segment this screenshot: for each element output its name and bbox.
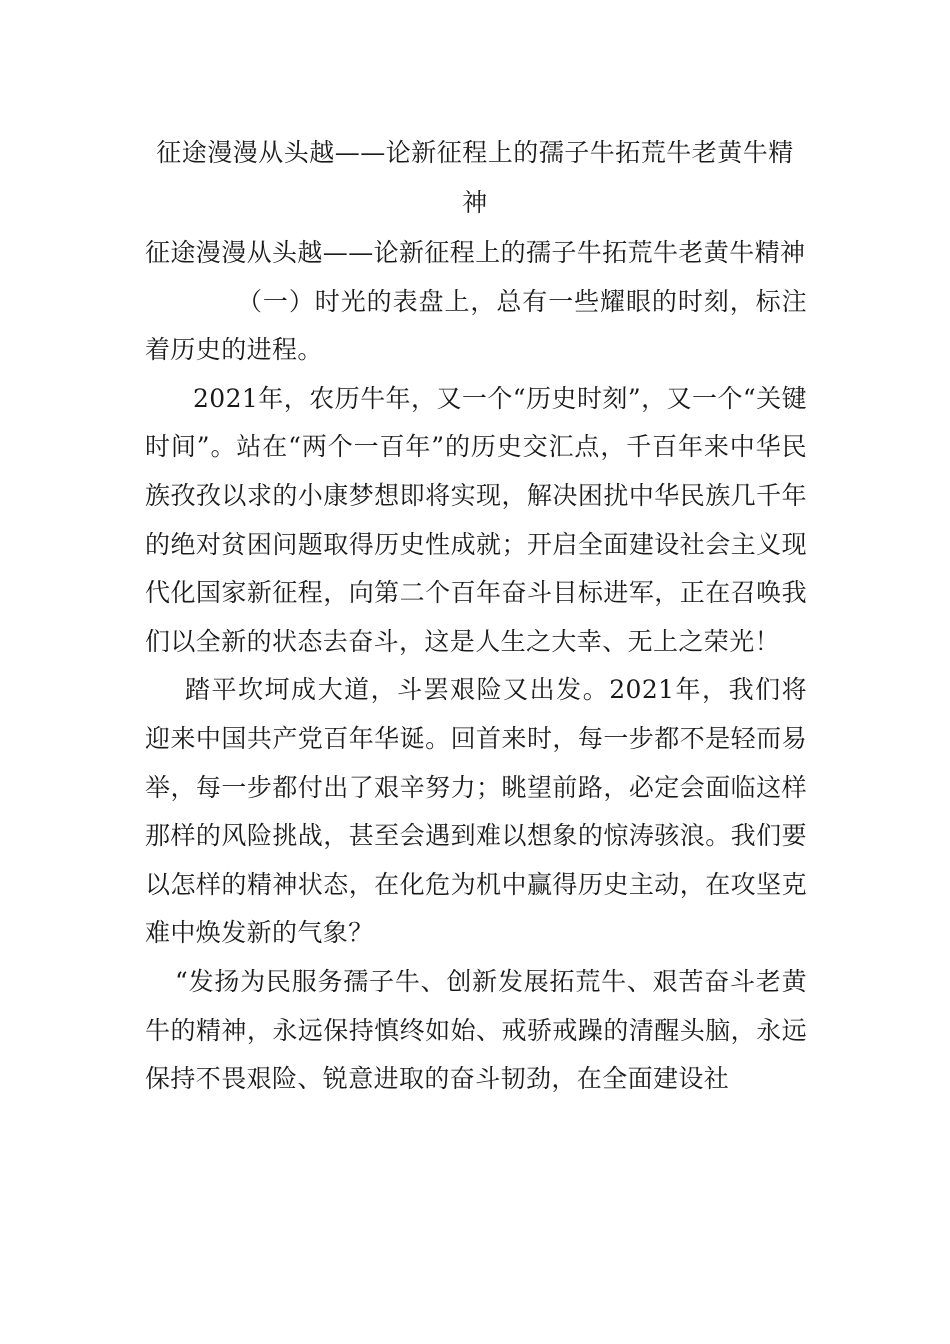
document-heading: 征途漫漫从头越——论新征程上的孺子牛拓荒牛老黄牛精神 xyxy=(145,238,806,267)
paragraph-1: （一）时光的表盘上，总有一些耀眼的时刻，标注着历史的进程。 xyxy=(145,286,807,365)
document-title: 征途漫漫从头越——论新征程上的孺子牛拓荒牛老黄牛精神 xyxy=(156,138,794,217)
paragraph-3: 踏平坎坷成大道，斗罢艰险又出发。2021年，我们将迎来中国共产党百年华诞。回首来时，每一步都不是轻而易举，每一步都付出了艰辛努力；眺望前路，必定会面临这样那样的风险挑战，甚至会遇到难以想象的惊涛骇浪。我们要以怎样的精神状态，在化危为机中赢得历史主动，在攻坚克难中焕发新的气象？ xyxy=(145,675,807,948)
paragraph-4: “发扬为民服务孺子牛、创新发展拓荒牛、艰苦奋斗老黄牛的精神，永远保持慎终如始、戒骄戒躁的清醒头脑，永远保持不畏艰险、锐意进取的奋斗韧劲，在全面建设社 xyxy=(145,966,807,1094)
paragraph-2: 2021年，农历牛年，又一个“历史时刻”，又一个“关键时间”。站在“两个一百年”的历史交汇点，千百年来中华民族孜孜以求的小康梦想即将实现，解决困扰中华民族几千年的绝对贫困问题取得历史性成就；开启全面建设社会主义现代化国家新征程，向第二个百年奋斗目标进军，正在召唤我们以全新的状态去奋斗，这是人生之大幸、无上之荣光！ xyxy=(145,383,807,656)
document-body xyxy=(145,229,807,1104)
